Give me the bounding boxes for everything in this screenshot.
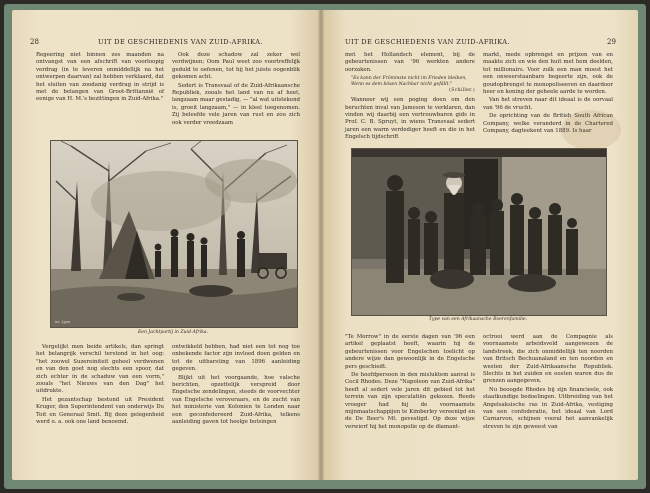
right-photo-caption: Type van een Afrikaansche Boerenfamilie. bbox=[428, 317, 528, 322]
paragraph: Sedert is Transvaal of de Zuid-Afrikaansche Republiek, zooals het land van nu af heet, langzaam maar gestadig, — "al wat uitstekend is, groeit langzaam," — in kleel toegenomen. Zij beleefde vele jaren van rust en zou zich ook verder vreedzaam bbox=[172, 82, 300, 126]
photo-signature: im. Lyon bbox=[55, 320, 71, 324]
right-col2-bottom bbox=[483, 334, 613, 432]
paragraph: Van het streven naar dit ideaal is de oorvaal van '96 de vrucht. bbox=[483, 97, 613, 111]
paragraph: ontwikkeld hebben, had niet een tot nog toe onbekende factor zijn invloed doen gelden en tot de uitbarsting van 1896 aanleiding gegeven. bbox=[172, 344, 300, 373]
paragraph: De hoofdpersoon in den misluktem aanval is Cecil Rhodes. Deze "Napoleon van Zuid-Afrika" heeft al sedert vele jaren dit gebied tot het terrein van zijn speculatiën gekozen. Reeds vroeger had hij de voornaamste mijnmaatschappijen te Kimberley vereenigd en de De Beer's Mt. gevestigd. Op deze wijze verwierf hij het monopolie op de diamant- bbox=[345, 372, 475, 430]
paragraph: De oprichting van de British South African Company, welke veranderd in de Chartered Company, dagteekent van 1889. Is haar bbox=[483, 113, 613, 135]
verse-attribution: (Schiller.) bbox=[449, 88, 475, 94]
paragraph: Wanneer wij een poging doen om den beruchten inval van Jameson te verklaren, dan vinden wij daarbij een vertrouwbaren gids in Prof. C. B. Spruyt, in wiens Transvaal sedert jaren een warm verdediger heeft en die in het Engelsch tijdschrift bbox=[345, 97, 475, 141]
schiller-quote bbox=[351, 76, 475, 94]
hunting-party-photo bbox=[50, 140, 298, 328]
right-col1-top bbox=[345, 52, 475, 143]
boer-family-photo bbox=[351, 148, 607, 316]
left-col2-top bbox=[172, 52, 300, 128]
paragraph: Regeering niet binnen zes maanden na ontvangst van een afschrift van voorloopig verdrag (in te leveren onmiddellijk na het ontwerpen daarvan) zal hebben verklaard, dat het sluiten van zoodanig verdrag in strijd is met de belangen van Groot-Brittannië of eenige van H. M.'s bezittingen in Zuid-Afrika." bbox=[36, 52, 164, 103]
verse-line: Wenn es dem bösen Nachbar nicht gefällt." bbox=[351, 82, 453, 88]
left-col1-top bbox=[36, 52, 164, 105]
left-photo-caption: Een Jachtpartij in Zuid-Afrika. bbox=[137, 330, 209, 335]
paragraph: met het Hollandsch element, bij de gebeurtenissen van '96 werkten andere oorzaken. bbox=[345, 52, 475, 73]
left-running-head: UIT DE GESCHIEDENIS VAN ZUID-AFRIKA. bbox=[98, 38, 263, 46]
family-portrait-illustration bbox=[352, 149, 606, 315]
right-col1-bottom bbox=[345, 334, 475, 432]
paragraph: "Te Morrow" in de eerste dagen van '96 een artikel geplaatst heeft, waarin hij de gebeurtenissen voor Engelschen toelicht op andere wijze dan gewoonlijk in de Engelsche pers geschiedt. bbox=[345, 334, 475, 370]
paragraph: octrooi werd aan de Compagnie als voornaamste arbeidsveld aangewezen de landstreek, die zich onmiddellijk ten noorden van Britsch Bechuanaland en ten noorden en westen der Zuid-Afrikaansche Republiek. Slechts in het zuiden en oosten waren dus de grenzen aangegeven. bbox=[483, 334, 613, 385]
left-col1-bottom bbox=[36, 344, 164, 427]
left-page-number: 28 bbox=[30, 38, 39, 46]
right-page-number: 29 bbox=[607, 38, 616, 46]
paragraph: Nu beoogde Rhodes bij zijn financieele, ook staatkundige bedoelingen. Uitbreiding van het Angelsaksische ras in Zuid-Afrika, vestiging van een confoderatie, het ideaal van Lord Carnarvon, schijnen vooral het aanvankelijk streven te zijn geweest van bbox=[483, 386, 613, 430]
paragraph: Ook deze schadow zal zeker wel verdwijnen; Oom Paul weet zoo voortreffelijk geduld te oefenen, tot hij het juiste oogenblik gekomen acht. bbox=[172, 52, 300, 81]
hunting-scene-illustration bbox=[51, 141, 297, 327]
paragraph: Het gezantschap bestond uit President Kruger, den Superintendent van onderwijs Du Toit en Generaal Smit. Bij deze gelegenheid werd o. a. ook one land benoemd. bbox=[36, 396, 164, 426]
paragraph: markt, mede opbrengst en prijzen van en maakte zich en wie den huit met hem deelden, tot millionairs. Voor zulk een man moest het een onweerstaanbare begeerte zijn, ook de goudopbrengst te monopoliseeren en daardoor heer en koning der geheele aarde te worden. bbox=[483, 52, 613, 96]
verse-line: "Es kann der Frömmste nicht im Frieden bleiben, bbox=[351, 76, 467, 82]
left-col2-bottom bbox=[172, 344, 300, 427]
right-page bbox=[321, 10, 638, 480]
left-page bbox=[12, 10, 321, 480]
right-running-head: UIT DE GESCHIEDENIS VAN ZUID-AFRIKA. bbox=[345, 38, 510, 46]
paragraph: Vergelijkt men beide artikels, dan springt het belangrijk verschil terstond in het oog: "het zoowel Suzereiniteit geheel verdwenen en van den goet nog slechts een spoor, dat zich echter in de schaduw van een vorm," zooals "het Nieuws van den Dag" het uitdrukte. bbox=[36, 344, 164, 395]
book-gutter bbox=[318, 10, 324, 480]
paper-stain bbox=[561, 110, 621, 150]
paragraph: Blijkt uit het voorgaande, hoe valsche berichten, opzettelijk verspreid door Engelsche zendelingen, steeds de voorvechter van Engelsche veroveraars, en de zucht van het ministerie van Kolonien te Londen naar een geconfedereerd Zuid-Afrika, telkens aanleiding gaven tot heelge botsingen bbox=[172, 374, 300, 426]
